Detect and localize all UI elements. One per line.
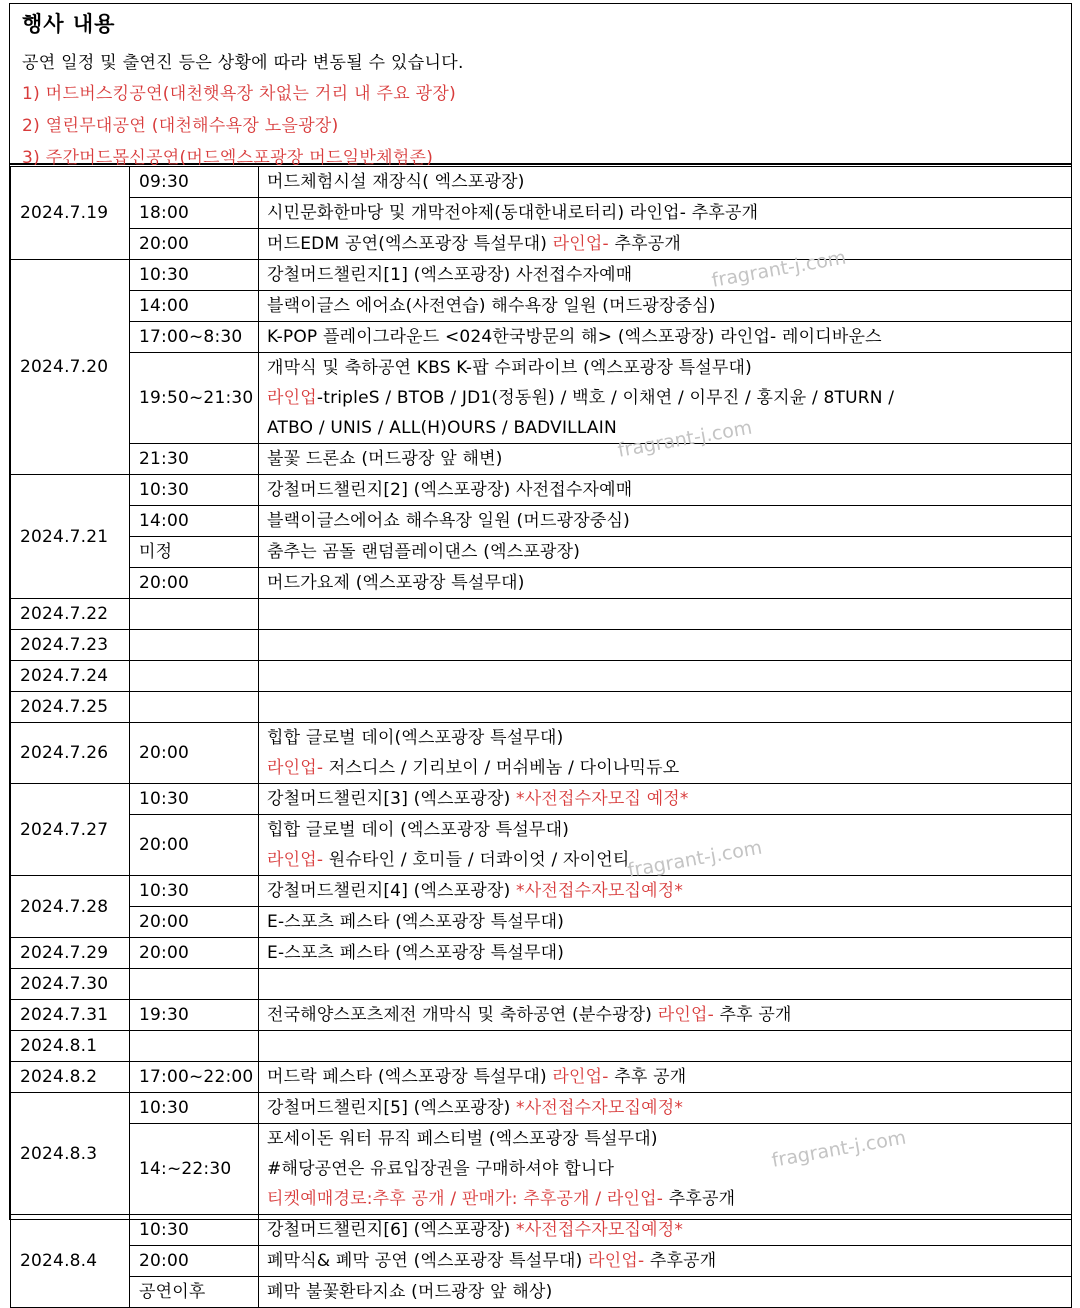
description-line [267, 723, 1063, 753]
event-description [259, 599, 1072, 630]
description-text: 포세이돈 워터 뮤직 페스티벌 (엑스포광장 특설무대) [267, 1129, 658, 1149]
description-line [267, 506, 1063, 536]
watermark: fragrant-j.com [616, 416, 754, 462]
description-line [267, 1246, 1063, 1276]
schedule-row [11, 260, 1072, 291]
description-line [267, 229, 1063, 259]
description-line [267, 1124, 1063, 1154]
description-text: 블랙이글스 에어쇼(사전연습) 해수욕장 일원 (머드광장중심) [267, 296, 716, 316]
description-line [267, 845, 1063, 875]
event-description [259, 1093, 1072, 1124]
event-time: 10:30 [130, 475, 259, 506]
watermark: fragrant-j.com [626, 836, 764, 882]
description-line [267, 475, 1063, 505]
event-description [259, 692, 1072, 723]
schedule-row [11, 353, 1072, 444]
event-time: 10:30 [130, 1215, 259, 1246]
description-text: 강철머드챌린지[5] (엑스포광장) [267, 1098, 517, 1118]
description-text: 개막식 및 축하공연 KBS K-팝 수퍼라이브 (엑스포광장 특설무대) [267, 358, 752, 378]
event-date: 2024.8.1 [11, 1031, 130, 1062]
event-date: 2024.7.25 [11, 692, 130, 723]
description-line [267, 322, 1063, 352]
description-line [267, 353, 1063, 383]
event-description [259, 1000, 1072, 1031]
description-text: *사전접수자모집예정* [516, 1220, 684, 1240]
schedule-row [11, 1124, 1072, 1215]
event-time: 17:00~22:00 [130, 1062, 259, 1093]
event-date: 2024.7.29 [11, 938, 130, 969]
description-text: 머드EDM 공연(엑스포광장 특설무대) [267, 234, 553, 254]
description-text: 강철머드챌린지[1] (엑스포광장) 사전접수자예매 [267, 265, 633, 285]
event-description [259, 167, 1072, 198]
event-time: 18:00 [130, 198, 259, 229]
description-text: 추후공개 [608, 234, 681, 254]
event-time [130, 599, 259, 630]
event-time: 14:00 [130, 291, 259, 322]
description-text: 힙합 글로벌 데이(엑스포광장 특설무대) [267, 728, 564, 748]
description-text: 티켓예매경로:추후 공개 / 판매가: 추후공개 / 라인업- [267, 1189, 664, 1209]
description-text: 원슈타인 / 호미들 / 더콰이엇 / 자이언티 [323, 850, 630, 870]
description-line [267, 167, 1063, 197]
schedule-row [11, 537, 1072, 568]
schedule-row [11, 167, 1072, 198]
description-text: E-스포츠 페스타 (엑스포광장 특설무대) [267, 912, 565, 932]
event-time: 공연이후 [130, 1277, 259, 1308]
schedule-row [11, 907, 1072, 938]
event-description [259, 537, 1072, 568]
description-line [267, 1093, 1063, 1123]
event-date: 2024.7.26 [11, 723, 130, 784]
description-text: 춤추는 곰돌 랜덤플레이댄스 (엑스포광장) [267, 542, 581, 562]
description-text: 블랙이글스에어쇼 해수욕장 일원 (머드광장중심) [267, 511, 630, 531]
description-line [267, 876, 1063, 906]
schedule-row [11, 322, 1072, 353]
description-text: 불꽃 드론쇼 (머드광장 앞 해변) [267, 449, 503, 469]
schedule-row [11, 568, 1072, 599]
description-line [267, 198, 1063, 228]
event-date: 2024.7.24 [11, 661, 130, 692]
description-text: 시민문화한마당 및 개막전야제(동대한내로터리) 라인업- 추후공개 [267, 203, 759, 223]
venue-3: 3) 주간머드몹신공연(머드엑스포광장 머드일반체험존) [22, 148, 434, 168]
description-line [267, 1000, 1063, 1030]
event-description [259, 1277, 1072, 1308]
schedule-row [11, 1062, 1072, 1093]
event-description [259, 1031, 1072, 1062]
event-time: 14:~22:30 [130, 1124, 259, 1215]
description-text: *사전접수자모집 예정* [516, 789, 689, 809]
description-text: -tripleS / BTOB / JD1(정동원) / 백호 / 이채연 / 이무진 / 홍지윤 / 8TURN / [316, 388, 895, 408]
event-time: 17:00~8:30 [130, 322, 259, 353]
description-line [267, 753, 1063, 783]
description-line [267, 413, 1063, 443]
event-time: 20:00 [130, 1246, 259, 1277]
schedule-notice: 공연 일정 및 출연진 등은 상황에 따라 변동될 수 있습니다. [22, 53, 464, 73]
event-date: 2024.7.23 [11, 630, 130, 661]
schedule-row [11, 475, 1072, 506]
schedule-row [11, 229, 1072, 260]
event-time: 19:50~21:30 [130, 353, 259, 444]
schedule-row [11, 815, 1072, 876]
description-text: 라인업 [267, 388, 317, 408]
event-description [259, 815, 1072, 876]
description-text: 추후 공개 [713, 1005, 792, 1025]
description-text: K-POP 플레이그라운드 <024한국방문의 해> (엑스포광장) 라인업- 레이디바운스 [267, 327, 882, 347]
schedule-row [11, 876, 1072, 907]
description-text: 머드락 페스타 (엑스포광장 특설무대) [267, 1067, 553, 1087]
schedule-row [11, 1246, 1072, 1277]
event-description [259, 444, 1072, 475]
event-date: 2024.7.20 [11, 260, 130, 475]
event-header [10, 4, 1071, 168]
description-text: 라인업- [267, 850, 324, 870]
description-line [267, 938, 1063, 968]
description-text: ATBO / UNIS / ALL(H)OURS / BADVILLAIN [267, 418, 617, 438]
schedule-row [11, 599, 1072, 630]
event-description [259, 260, 1072, 291]
event-description [259, 723, 1072, 784]
event-time: 20:00 [130, 938, 259, 969]
event-time [130, 969, 259, 1000]
description-text: 라인업- [267, 758, 324, 778]
description-text: 머드체험시설 재장식( 엑스포광장) [267, 172, 525, 192]
event-description [259, 1215, 1072, 1246]
event-description [259, 506, 1072, 537]
event-description [259, 322, 1072, 353]
event-description [259, 876, 1072, 907]
event-date: 2024.8.3 [11, 1093, 130, 1215]
description-text: 추후공개 [663, 1189, 736, 1209]
event-description [259, 661, 1072, 692]
description-line [267, 1215, 1063, 1245]
venue-1: 1) 머드버스킹공연(대천햇욕장 차없는 거리 내 주요 광장) [22, 84, 457, 104]
description-text: *사전접수자모집예정* [516, 1098, 684, 1118]
description-line [267, 1184, 1063, 1214]
event-time: 10:30 [130, 784, 259, 815]
description-text: 라인업- [552, 234, 609, 254]
event-time: 10:30 [130, 260, 259, 291]
description-text: 강철머드챌린지[2] (엑스포광장) 사전접수자예매 [267, 480, 633, 500]
event-description [259, 969, 1072, 1000]
event-description [259, 291, 1072, 322]
event-date: 2024.7.27 [11, 784, 130, 876]
description-text: 강철머드챌린지[6] (엑스포광장) [267, 1220, 517, 1240]
venue-2: 2) 열린무대공연 (대천해수욕장 노을광장) [22, 116, 339, 136]
event-description [259, 353, 1072, 444]
schedule-row [11, 1000, 1072, 1031]
description-line [267, 1154, 1063, 1184]
watermark: fragrant-j.com [770, 1126, 908, 1172]
schedule-row [11, 969, 1072, 1000]
event-time [130, 692, 259, 723]
description-text: *사전접수자모집예정* [516, 881, 684, 901]
schedule-row [11, 630, 1072, 661]
description-text: 폐막식& 폐막 공연 (엑스포광장 특설무대) [267, 1251, 589, 1271]
event-description [259, 1124, 1072, 1215]
event-time: 10:30 [130, 876, 259, 907]
event-date: 2024.8.2 [11, 1062, 130, 1093]
event-date: 2024.7.19 [11, 167, 130, 260]
schedule-row [11, 938, 1072, 969]
event-time: 20:00 [130, 568, 259, 599]
description-line [267, 444, 1063, 474]
event-date: 2024.7.21 [11, 475, 130, 599]
event-description [259, 907, 1072, 938]
description-text: 머드가요제 (엑스포광장 특설무대) [267, 573, 525, 593]
event-description [259, 1062, 1072, 1093]
event-time: 20:00 [130, 723, 259, 784]
description-text: 강철머드챌린지[3] (엑스포광장) [267, 789, 517, 809]
description-text: 라인업- [588, 1251, 645, 1271]
description-text: 전국해양스포츠제전 개막식 및 축하공연 (분수광장) [267, 1005, 658, 1025]
event-time [130, 661, 259, 692]
description-text: 추후공개 [644, 1251, 717, 1271]
description-text: 강철머드챌린지[4] (엑스포광장) [267, 881, 517, 901]
event-time: 21:30 [130, 444, 259, 475]
event-time: 09:30 [130, 167, 259, 198]
event-time: 19:30 [130, 1000, 259, 1031]
description-line [267, 383, 1063, 413]
event-description [259, 630, 1072, 661]
schedule-row [11, 1215, 1072, 1246]
schedule-row [11, 198, 1072, 229]
event-description [259, 938, 1072, 969]
description-text: 라인업- [657, 1005, 714, 1025]
schedule-row [11, 692, 1072, 723]
schedule-row [11, 291, 1072, 322]
description-line [267, 291, 1063, 321]
schedule-row [11, 1031, 1072, 1062]
description-text: E-스포츠 페스타 (엑스포광장 특설무대) [267, 943, 565, 963]
description-text: 추후 공개 [608, 1067, 687, 1087]
event-time [130, 1031, 259, 1062]
description-line [267, 260, 1063, 290]
event-time: 미정 [130, 537, 259, 568]
description-line [267, 784, 1063, 814]
description-line [267, 907, 1063, 937]
event-date: 2024.7.22 [11, 599, 130, 630]
event-description [259, 229, 1072, 260]
schedule-row [11, 1093, 1072, 1124]
description-line [267, 1062, 1063, 1092]
watermark: fragrant-j.com [710, 246, 848, 292]
event-time: 10:30 [130, 1093, 259, 1124]
description-line [267, 815, 1063, 845]
schedule-row [11, 506, 1072, 537]
event-description [259, 198, 1072, 229]
schedule-row [11, 444, 1072, 475]
description-text: 힙합 글로벌 데이 (엑스포광장 특설무대) [267, 820, 570, 840]
event-time: 20:00 [130, 229, 259, 260]
event-description [259, 475, 1072, 506]
event-date: 2024.7.28 [11, 876, 130, 938]
schedule-table [10, 166, 1072, 1308]
schedule-row [11, 661, 1072, 692]
schedule-row [11, 723, 1072, 784]
event-description [259, 568, 1072, 599]
event-time: 20:00 [130, 815, 259, 876]
description-line [267, 568, 1063, 598]
description-line [267, 537, 1063, 567]
event-date: 2024.8.4 [11, 1215, 130, 1308]
event-time: 14:00 [130, 506, 259, 537]
description-text: 라인업- [552, 1067, 609, 1087]
section-title: 행사 내용 [22, 12, 116, 36]
schedule-row [11, 1277, 1072, 1308]
description-line [267, 1277, 1063, 1307]
event-date: 2024.7.31 [11, 1000, 130, 1031]
event-description [259, 1246, 1072, 1277]
schedule-row [11, 784, 1072, 815]
event-description [259, 784, 1072, 815]
description-text: 저스디스 / 기리보이 / 머쉬베놈 / 다이나믹듀오 [323, 758, 680, 778]
event-time [130, 630, 259, 661]
event-date: 2024.7.30 [11, 969, 130, 1000]
description-text: 폐막 불꽃환타지쇼 (머드광장 앞 해상) [267, 1282, 553, 1302]
event-time: 20:00 [130, 907, 259, 938]
description-text: #해당공연은 유료입장권을 구매하셔야 합니다 [267, 1159, 615, 1179]
